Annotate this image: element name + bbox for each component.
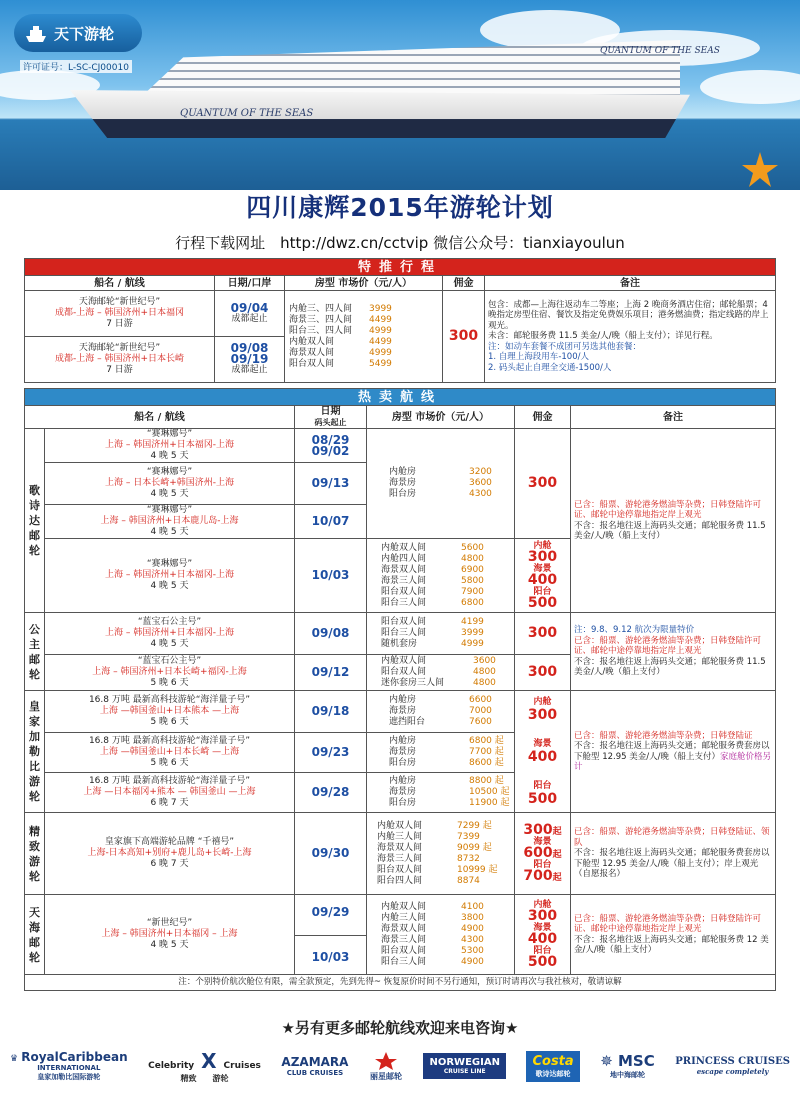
costa-prices-b: 内舱双人间 5600 内舱四人间 4800 海景双人间 6900 海景三人间 5800 阳台双人间 7900 阳台三人间 6800 [367,539,515,613]
skysea-commission: 内舱 300 海景 400 阳台 500 [515,895,571,975]
header-price: 房型 市场价（元/人） [285,276,443,291]
skysea-prices: 内舱双人间 4100 内舱三人间 3800 海景双人间 4900 海景三人间 4300 阳台双人间 5300 阳台三人间 4900 [367,895,515,975]
skysea-note: 已含：船票、游轮港务燃油等杂费；日韩登陆许可证、邮轮中途停靠地指定岸上观光 不含：报名地往返上海码头交通；邮轮服务费 12 美金/人/晚（船上支付） [571,895,776,975]
license-number: 许可证号：L-SC-CJ00010 [20,60,132,73]
title-block [0,188,800,253]
special-band: 特推行程 [25,259,776,276]
company-logo [14,14,142,52]
special-row-1: 天海邮轮“新世纪号” 成都-上海 – 韩国济州+日本福冈 7 日游 [25,291,215,337]
princess-commission-a: 300 [515,613,571,655]
hot-band: 热卖航线 [25,389,776,406]
costa-date-4: 10/03 [295,539,367,613]
table-footnote: 注：个别特价航次舱位有限，需全款预定，先到先得~ 恢复原价时间不另行通知，预订时请再次与我社核对，敬请谅解 [25,975,776,991]
royal-date-3: 09/28 [295,773,367,813]
princess-date-1: 09/08 [295,613,367,655]
princess-row-2: “蓝宝石公主号” 上海 – 韩国济州+日本长崎+福冈-上海 5 晚 6 天 [45,655,295,691]
header-note: 备注 [485,276,776,291]
royal-note: 已含：船票、游轮港务燃油等杂费；日韩登陆证 不含：报名地往返上海码头交通；邮轮服务费套房以下舱型 12.95 美金/人/晚（船上支付）家庭舱价格另计 [571,691,776,813]
special-date-2: 09/08 09/19 成都起止 [215,337,285,383]
star-cruises-icon [369,1051,403,1071]
azamara-logo: AZAMARA CLUB CRUISES [281,1055,349,1077]
group-celebrity-label: 精致游轮 [25,813,45,895]
msc-logo: ✵ MSC 地中海邮轮 [600,1052,655,1079]
princess-date-2: 09/12 [295,655,367,691]
download-line: 行程下载网址 http://dwz.cn/cctvip 微信公众号：tianxiayoulun [175,234,625,252]
group-skysea-label: 天海邮轮 [25,895,45,975]
hot-header-price: 房型 市场价（元/人） [367,406,515,429]
hot-header-ship: 船名 / 航线 [25,406,295,429]
princess-logo: PRINCESS CRUISES escape completely [675,1056,790,1076]
ship-bow-name: QUANTUM OF THE SEAS [600,46,720,56]
costa-commission-a: 300 [515,429,571,539]
costa-commission-b: 内舱 300 海景 400 阳台 500 [515,539,571,613]
royal-prices-2: 内舱房 6800 起 海景房 7700 起 阳台房 8600 起 [367,733,515,773]
header-ship: 船名 / 航线 [25,276,215,291]
princess-commission-b: 300 [515,655,571,691]
costa-prices-a: 内舱房 3200 海景房 3600 阳台房 4300 [367,429,515,539]
costa-row-1: “赛琳娜号” 上海 – 韩国济州+日本福冈-上海 4 晚 5 天 [45,429,295,463]
group-costa-label: 歌诗达邮轮 [25,429,45,613]
hot-header-note: 备注 [571,406,776,429]
celebrity-note: 已含：船票、游轮港务燃油等杂费；日韩登陆证、领队 不含：报名地往返上海码头交通；邮轮服务费套房以下舱型 12.95 美金/人/晚（船上支付）；岸上观光（自愿报名） [571,813,776,895]
celebrity-logo: Celebrity X Cruises 精致 游轮 [148,1048,261,1083]
special-commission: 300 [443,291,485,383]
costa-date-2: 09/13 [295,463,367,505]
hero-banner [0,0,800,190]
costa-row-4: “赛琳娜号” 上海 – 韩国济州+日本福冈-上海 4 晚 5 天 [45,539,295,613]
ship-hull [70,90,690,138]
header-commission: 佣金 [443,276,485,291]
royal-row-3: 16.8 万吨 最新高科技游轮“海洋量子号” 上海 —日本福冈+熊本 — 韩国釜山 —上海 6 晚 7 天 [45,773,295,813]
celebrity-commission: 300起 海景 600起 阳台 700起 [515,813,571,895]
group-royal-label: 皇家加勒比游轮 [25,691,45,813]
special-table [24,258,776,383]
costa-row-3: “赛琳娜号” 上海 – 韩国济州+日本鹿儿岛-上海 4 晚 5 天 [45,505,295,539]
more-routes-banner: ★另有更多邮轮航线欢迎来电咨询★ [281,1019,519,1037]
hot-header-date: 日期 码头起止 [295,406,367,429]
norwegian-logo: NORWEGIAN CRUISE LINE [423,1053,505,1079]
royal-prices-1: 内舱房 6600 海景房 7000 遮挡阳台 7600 [367,691,515,733]
ship-hull-name: QUANTUM OF THE SEAS [180,108,314,119]
special-row-2: 天海邮轮“新世纪号” 成都-上海 – 韩国济州+日本长崎 7 日游 [25,337,215,383]
royal-caribbean-logo: ♛ RoyalCaribbean INTERNATIONAL 皇家加勒比国际游轮 [10,1050,128,1081]
costa-row-2: “赛琳娜号” 上海 – 日本长崎+韩国济州-上海 4 晚 5 天 [45,463,295,505]
princess-row-1: “蓝宝石公主号” 上海 – 韩国济州+日本福冈-上海 4 晚 5 天 [45,613,295,655]
royal-row-2: 16.8 万吨 最新高科技游轮“海洋量子号” 上海 —韩国釜山+日本长崎 —上海 5 晚 6 天 [45,733,295,773]
page-title: 四川康辉2015年游轮计划 [246,193,554,222]
princess-prices-b: 内舱双人间 3600 阳台双人间 4800 迷你套房三人间 4800 [367,655,515,691]
celebrity-prices: 内舱双人间 7299 起 内舱三人间 7399 海景双人间 9099 起 海景三人间 8732 阳台双人间 10999 起 阳台四人间 8874 [367,813,515,895]
logo-text: 天下游轮 [54,24,115,43]
costa-note: 已含：船票、游轮港务燃油等杂费；日韩登陆许可证、邮轮中途停靠地指定岸上观光 不含：报名地往返上海码头交通；邮轮服务费 11.5 美金/人/晚（船上支付） [571,429,776,613]
skysea-dates: 09/29 10/03 [295,895,367,975]
celebrity-date-1: 09/30 [295,813,367,895]
royal-date-1: 09/18 [295,691,367,733]
starfish-icon [740,150,780,190]
royal-date-2: 09/23 [295,733,367,773]
royal-commission: 内舱 300 海景 400 阳台 500 [515,691,571,813]
royal-row-1: 16.8 万吨 最新高科技游轮“海洋量子号” 上海 —韩国釜山+日本熊本 —上海 5 晚 6 天 [45,691,295,733]
group-princess-label: 公主邮轮 [25,613,45,691]
costa-date-1: 08/29 09/02 [295,429,367,463]
celebrity-row-1: 皇家旗下高端游轮品牌 “千禧号” 上海-日本高知+别府+鹿儿岛+长崎-上海 6 晚 7 天 [45,813,295,895]
star-cruises-logo: 丽星邮轮 [369,1051,403,1082]
ship-superstructure [140,40,680,98]
princess-note: 注：9.8、9.12 航次为限量特价 已含：船票、游轮港务燃油等杂费；日韩登陆许可证、邮轮中途停靠地指定岸上观光 不含：报名地往返上海码头交通；邮轮服务费 11.5 美金/人/晚（船上支付） [571,613,776,691]
hot-header-commission: 佣金 [515,406,571,429]
skysea-row-1: “新世纪号” 上海 – 韩国济州+日本福冈 – 上海 4 晚 5 天 [45,895,295,975]
costa-logo: Costa 歌诗达邮轮 [526,1051,579,1082]
header-date: 日期/口岸 [215,276,285,291]
ship-icon [24,22,48,44]
princess-prices-a: 阳台双人间 4199 阳台三人间 3999 随机套房 4999 [367,613,515,655]
hot-table [24,388,776,991]
costa-date-3: 10/07 [295,505,367,539]
special-date-1: 09/04 成都起止 [215,291,285,337]
special-note: 包含：成都—上海往返动车二等座；上海 2 晚商务酒店住宿；邮轮船票；4 晚指定房型住宿、餐饮及指定免费娱乐项目；港务燃油费；指定线路的岸上观光。 未含：邮轮服务费 11.5 美金/人/晚（船上支付）；详见行程。 注：如动车套餐不成团可另选其他套餐： 1. 自理上海段用车-100/人 2. 码头起止自理全交通-1500/人 [485,291,776,383]
royal-prices-3: 内舱房 8800 起 海景房 10500 起 阳台房 11900 起 [367,773,515,813]
special-prices: 内舱三、四人间 3999 海景三、四人间 4499 阳台三、四人间 4999 内舱双人间 4499 海景双人间 4999 阳台双人间 5499 [285,291,443,383]
brand-logos [10,1045,790,1087]
